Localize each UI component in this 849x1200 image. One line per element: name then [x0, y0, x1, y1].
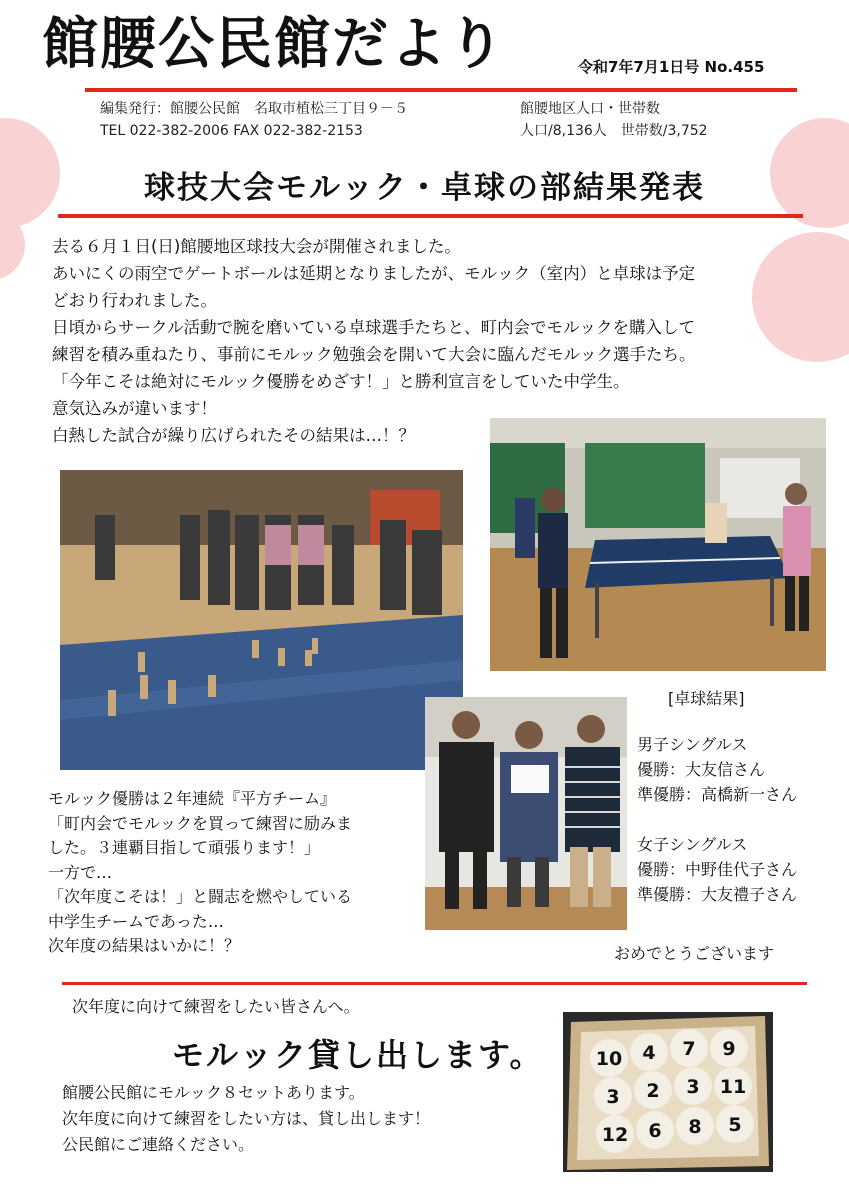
loan-headline: モルック貸し出します。 [172, 1036, 544, 1074]
loan-intro: 次年度に向けて練習をしたい皆さんへ。 [72, 997, 360, 1016]
congratulations-text: おめでとうございます [614, 944, 775, 963]
newsletter-title: 館腰公民館だより [42, 12, 506, 77]
article-line: 去る６月１日(日)館腰地区球技大会が開催されました。 [52, 237, 461, 256]
molkky-result-line: モルック優勝は２年連続『平方チーム』 [48, 789, 337, 808]
pin-number: 11 [719, 1076, 747, 1098]
women-singles-winner: 優勝：中野佳代子さん [637, 860, 798, 879]
population-title: 館腰地区人口・世帯数 [520, 101, 660, 117]
women-singles-title: 女子シングルス [637, 835, 748, 854]
women-singles-runner-up: 準優勝：大友禮子さん [637, 885, 798, 904]
molkky-result-line: 中学生チームであった… [48, 911, 224, 931]
table-tennis-results [637, 732, 797, 907]
section-divider [62, 982, 807, 985]
pin-number: 7 [682, 1038, 696, 1060]
pin-number: 6 [648, 1120, 662, 1142]
molkky-game-photo-illustration [60, 470, 463, 770]
winners-photo [425, 697, 627, 930]
molkky-set-photo [563, 1012, 773, 1172]
pin-number: 5 [728, 1114, 742, 1136]
table-tennis-heading: [卓球結果] [668, 689, 745, 708]
pin-number: 3 [606, 1086, 620, 1108]
article-line: 意気込みが違います！ [52, 399, 217, 418]
pin-number: 2 [646, 1080, 660, 1102]
molkky-set-illustration [563, 1012, 773, 1172]
table-tennis-photo [490, 418, 826, 671]
pin-number: 3 [686, 1076, 700, 1098]
article-line: 白熱した試合が繰り広げられたその結果は…！？ [52, 426, 415, 445]
pin-number: 12 [601, 1124, 629, 1146]
article-line: どおり行われました。 [52, 291, 217, 310]
molkky-result-line: 「町内会でモルックを買って練習に励みま [48, 813, 353, 833]
publisher-info: 編集発行：館腰公民館 名取市植松三丁目９－５ [100, 101, 408, 117]
contact-info: TEL 022-382-2006 FAX 022-382-2153 [100, 123, 363, 139]
men-singles-runner-up: 準優勝：高橋新一さん [637, 785, 798, 804]
men-singles-title: 男子シングルス [637, 735, 748, 754]
winners-photo-illustration [425, 697, 627, 930]
article-body [52, 233, 822, 449]
article-line: 日頃からサークル活動で腕を磨いている卓球選手たちと、町内会でモルックを購入して [52, 318, 696, 337]
article-line: 「今年こそは絶対にモルック優勝をめざす！」と勝利宣言をしていた中学生。 [52, 372, 630, 391]
issue-number: 令和7年7月1日号 No.455 [578, 58, 765, 76]
loan-line: 館腰公民館にモルック８セットあります。 [62, 1083, 365, 1102]
pin-number: 9 [722, 1038, 736, 1060]
loan-details [62, 1080, 430, 1158]
molkky-result-text [48, 787, 352, 959]
headline-divider [58, 214, 803, 218]
loan-line: 公民館にご連絡ください。 [62, 1135, 255, 1154]
molkky-result-line: 「次年度こそは！」と闘志を燃やしている [48, 887, 353, 906]
molkky-game-photo [60, 470, 463, 770]
population-info: 人口/8,136人 世帯数/3,752 [520, 123, 708, 139]
pin-number: 8 [688, 1116, 702, 1138]
table-tennis-photo-illustration [490, 418, 826, 671]
molkky-result-line: 一方で… [48, 862, 113, 882]
molkky-result-line: した。３連覇目指して頑張ります！」 [48, 838, 321, 857]
loan-line: 次年度に向けて練習をしたい方は、貸し出します！ [62, 1109, 431, 1128]
pin-number: 4 [642, 1042, 656, 1064]
header-divider [85, 88, 797, 92]
article-headline: 球技大会モルック・卓球の部結果発表 [144, 170, 705, 206]
article-line: 練習を積み重ねたり、事前にモルック勉強会を開いて大会に臨んだモルック選手たち。 [52, 345, 696, 364]
pin-number: 10 [595, 1048, 623, 1070]
article-line: あいにくの雨空でゲートボールは延期となりましたが、モルック（室内）と卓球は予定 [52, 264, 696, 283]
men-singles-winner: 優勝：大友信さん [637, 760, 766, 779]
molkky-result-line: 次年度の結果はいかに！？ [48, 936, 241, 955]
